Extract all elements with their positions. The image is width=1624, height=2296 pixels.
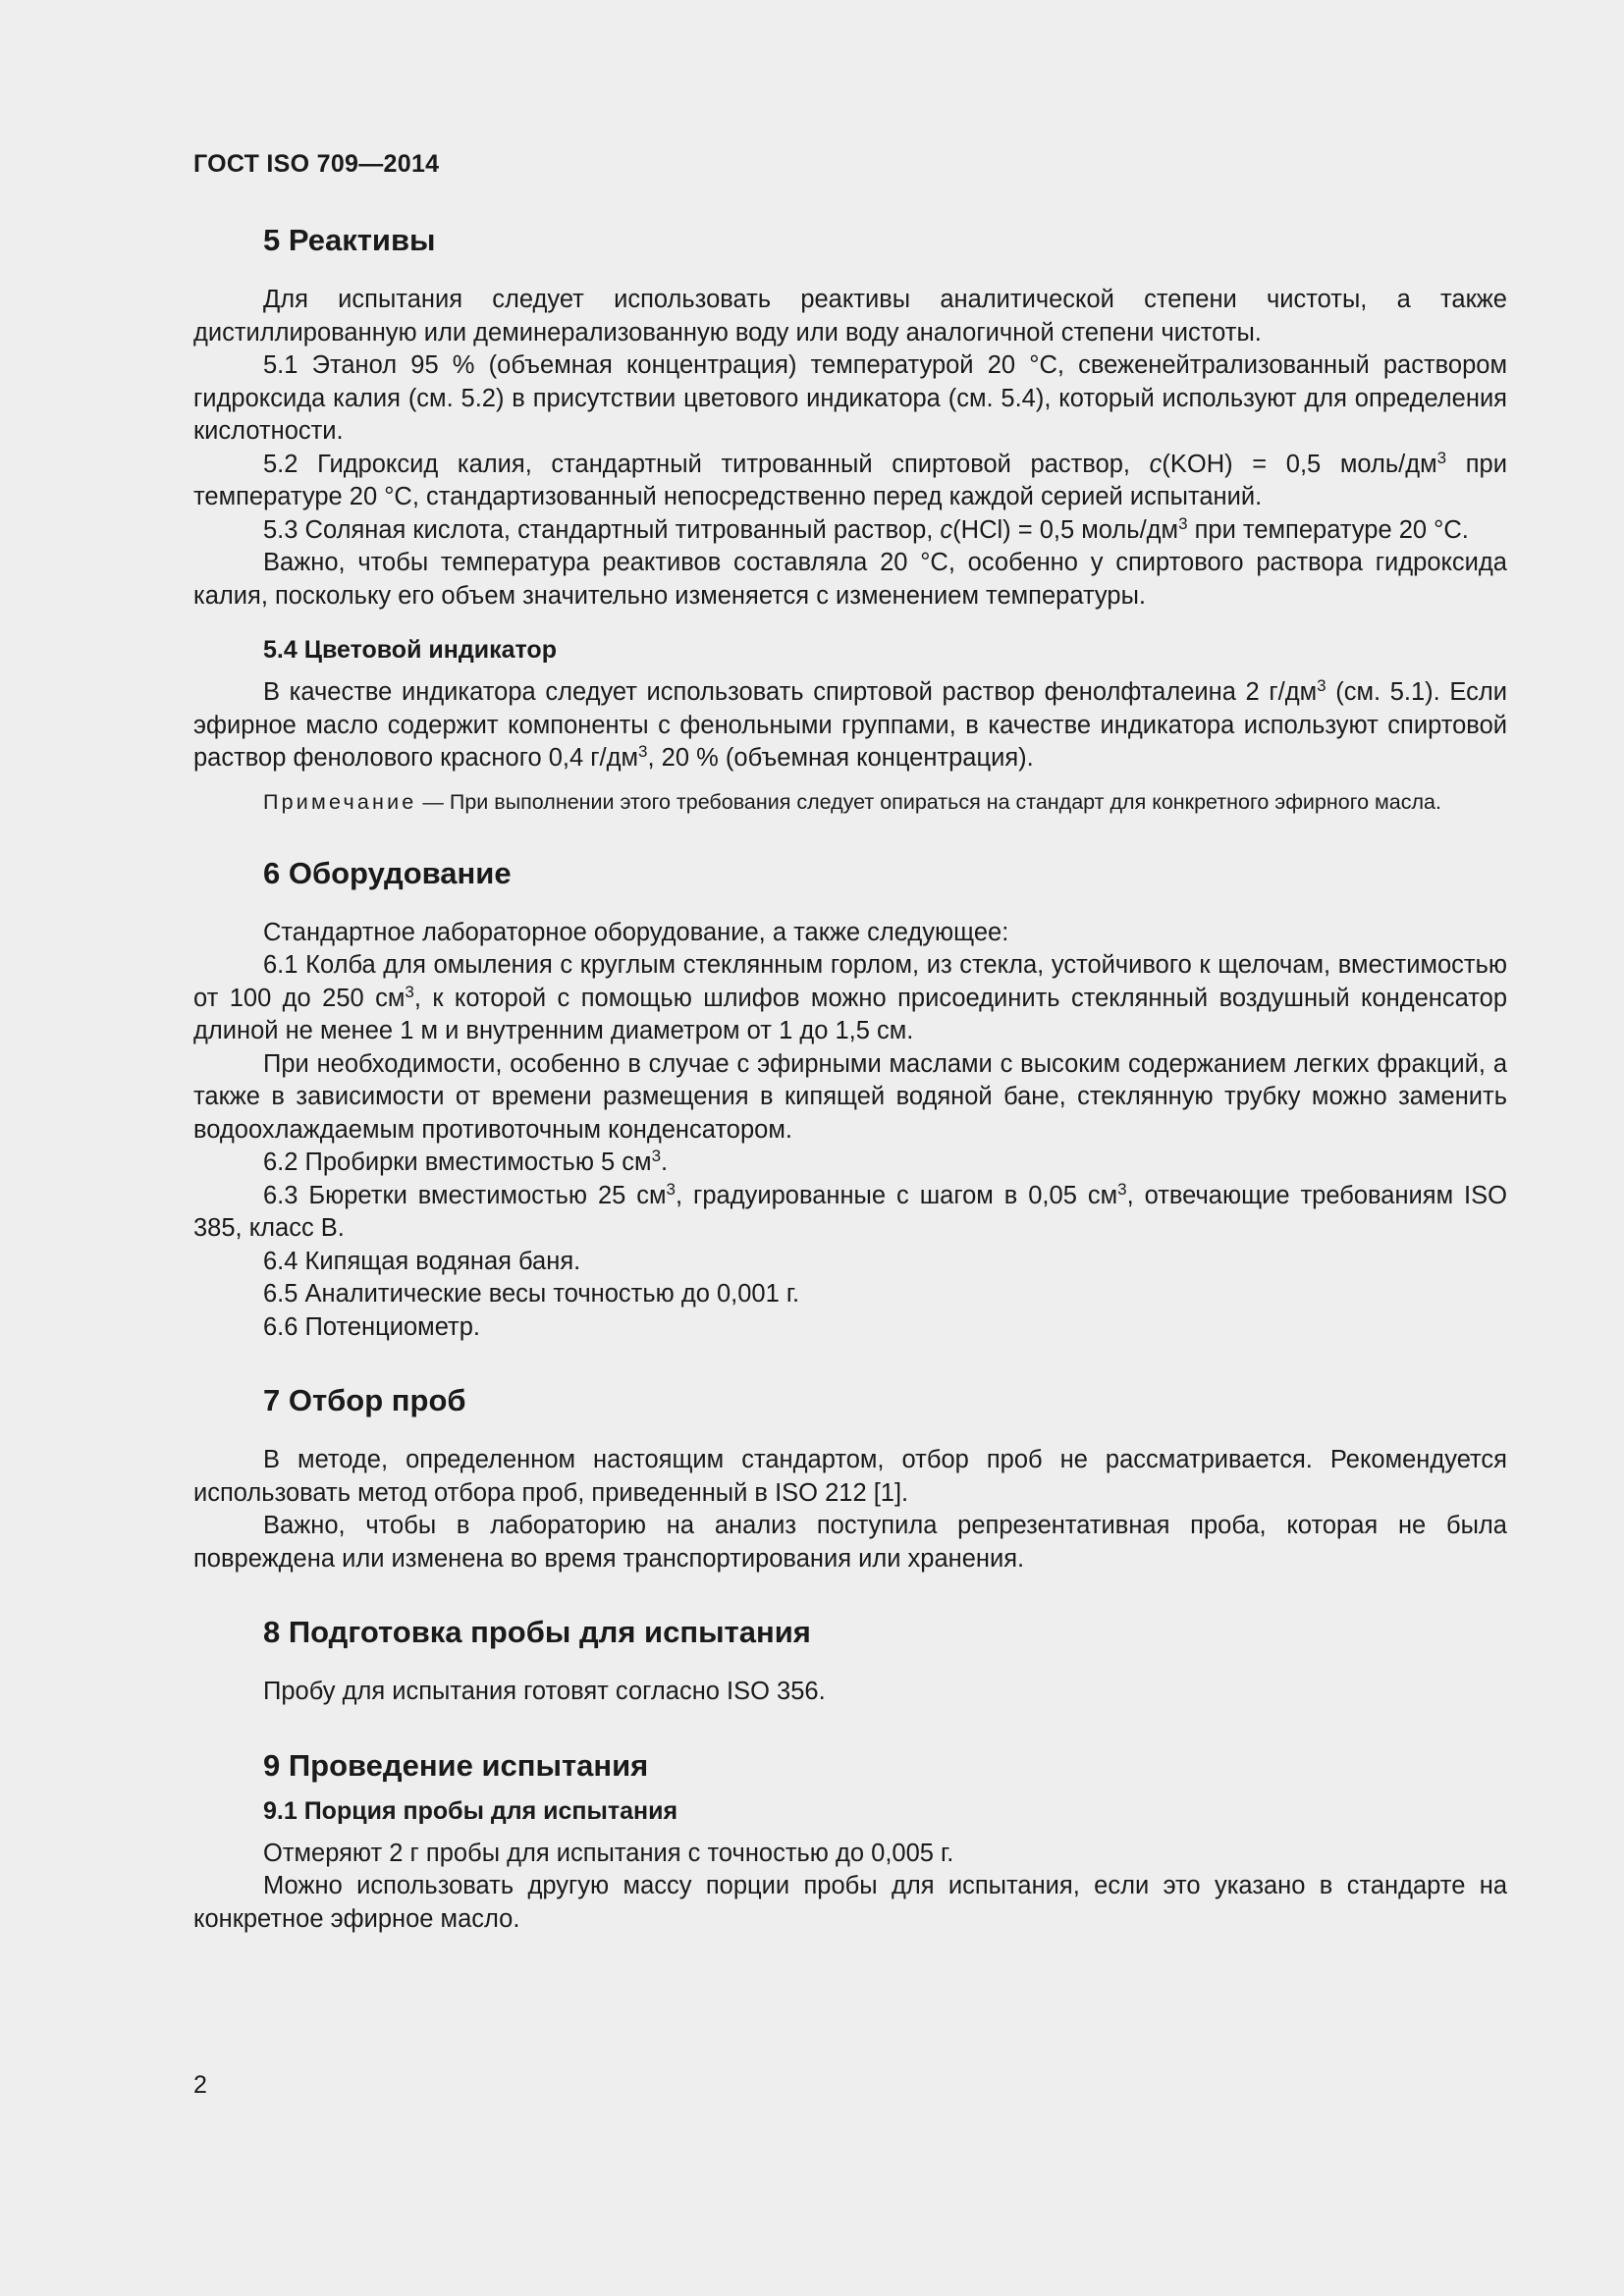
clause-9-1-paragraph-2: Можно использовать другую массу порции пробы для испытания, если это указано в стандарте на конкретное эфирное масло. [193, 1872, 1507, 1933]
section-5-important: Важно, чтобы температура реактивов составляла 20 °C, особенно у спиртового раствора гидроксида калия, поскольку его объем значительно изменяется с изменением температуры. [193, 549, 1507, 610]
section-8-heading: 8 Подготовка пробы для испытания [263, 1615, 811, 1649]
page-number: 2 [193, 2071, 207, 2099]
section-6-heading: 6 Оборудование [263, 855, 512, 890]
clause-6-3: 6.3 Бюретки вместимостью 25 $см^3$, градуированные с шагом в 0,05 $см^3$, отвечающие требованиям ISO 385, класс В. [193, 1179, 1507, 1242]
clause-9-1-paragraph-1: Отмеряют 2 г пробы для испытания с точностью до 0,005 г. [263, 1839, 954, 1867]
section-7-paragraph-1: В методе, определенном настоящим стандартом, отбор проб не рассматривается. Рекомендуется использовать метод отбора проб, приведенный в ISO 212 [1]. [193, 1446, 1507, 1507]
section-5-intro: Для испытания следует использовать реактивы аналитической степени чистоты, а также дистиллированную или деминерализованную воду или воду аналогичной степени чистоты. [193, 286, 1507, 347]
clause-5-3: 5.3 Соляная кислота, стандартный титрованный раствор, c(HCl) = 0,5 моль/$дм^3$ при температуре 20 °C. [263, 513, 1469, 544]
section-5-heading: 5 Реактивы [263, 223, 436, 257]
section-9-heading: 9 Проведение испытания [263, 1747, 649, 1783]
clause-5-2: 5.2 Гидроксид калия, стандартный титрованный спиртовой раствор, c(KOH) = 0,5 моль/$дм^3$ при температуре 20 °C, стандартизованный непосредственно перед каждой серией испытаний. [193, 448, 1507, 510]
clause-6-1: 6.1 Колба для омыления с круглым стеклянным горлом, из стекла, устойчивого к щелочам, вместимостью от 100 до 250 $см^3$, к которой с помощью шлифов можно присоединить стеклянный воздушный конденсатор длиной не менее 1 м и внутренним диаметром от 1 до 1,5 см. [193, 951, 1507, 1044]
section-6-intro: Стандартное лабораторное оборудование, а также следующее: [263, 918, 1009, 946]
clause-5-4-text: В качестве индикатора следует использовать спиртовой раствор фенолфталеина 2 $г/дм^3$ (см. 5.1). Если эфирное масло содержит компоненты с фенольными группами, в качестве индикатора используют спиртовой раствор фенолового красного 0,4 $г/дм^3$, 20 % (объемная концентрация). [193, 676, 1507, 772]
clause-6-4: 6.4 Кипящая водяная баня. [263, 1247, 581, 1275]
clause-6-5: 6.5 Аналитические весы точностью до 0,001 г. [263, 1280, 800, 1308]
clause-6-2: 6.2 Пробирки вместимостью 5 $см^3$. [263, 1147, 669, 1176]
clause-5-4-note: Примечание — При выполнении этого требования следует опираться на стандарт для конкретного эфирного масла. [263, 789, 1441, 814]
clause-6-6: 6.6 Потенциометр. [263, 1312, 480, 1341]
section-8-paragraph-1: Пробу для испытания готовят согласно ISO 356. [263, 1678, 826, 1705]
clause-6-1-note: При необходимости, особенно в случае с эфирными маслами с высоким содержанием легких фракций, а также в зависимости от времени размещения в кипящей водяной бане, стеклянную трубку можно заменить водоохлаждаемым противоточным конденсатором. [193, 1049, 1507, 1144]
clause-5-1: 5.1 Этанол 95 % (объемная концентрация) температурой 20 °C, свеженейтрализованный раствором гидроксида калия (см. 5.2) в присутствии цветового индикатора (см. 5.4), который используют для определения кислотности. [193, 351, 1507, 445]
clause-5-4-heading: 5.4 Цветовой индикатор [263, 636, 557, 664]
section-7-paragraph-2: Важно, чтобы в лабораторию на анализ поступила репрезентативная проба, которая не была повреждена или изменена во время транспортирования или хранения. [193, 1512, 1507, 1573]
running-header: ГОСТ ISO 709—2014 [193, 150, 440, 178]
clause-9-1-heading: 9.1 Порция пробы для испытания [263, 1796, 678, 1825]
page-content [193, 221, 1507, 1936]
section-7-heading: 7 Отбор проб [263, 1383, 466, 1417]
